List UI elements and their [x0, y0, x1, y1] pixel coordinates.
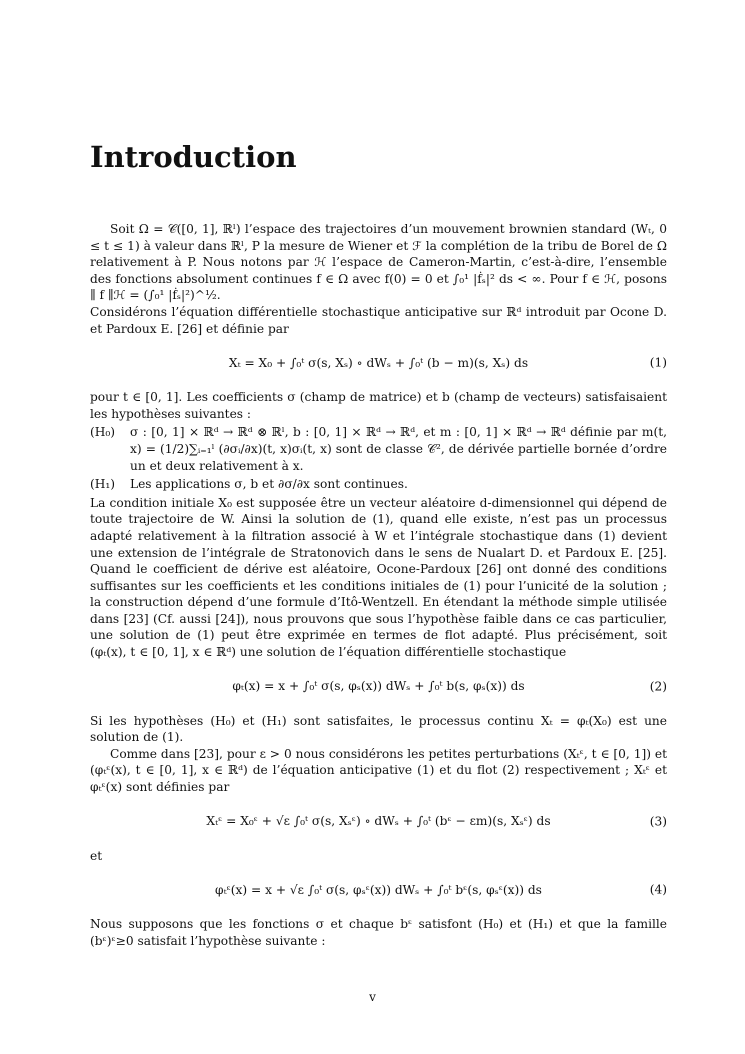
- equation-4: [90, 870, 667, 910]
- paragraph-initial-condition: La condition initiale X₀ est supposée être un vecteur aléatoire d-dimensionnel qui dépend de toute trajectoire de W. Ainsi la solution de (1), quand elle existe, n’est pas un processus adapté relativement à la filtration associé à W et l’intégrale stochastique dans (1) devient une extension de l’intégrale de Stratonovich dans le sens de Nualart D. et Pardoux E. [25]. Quand le coefficient de dérive est aléatoire, Ocone-Pardoux [26] ont donné des conditions suffisantes sur les coefficients et les conditions initiales de (1) pour l’unicité de la solution ; la construction dépend d’une formule d’Itô-Wentzell. En étendant la méthode simple utilisée dans [23] (Cf. aussi [24]), nous prouvons que sous l’hypothèse faible dans ce cas particulier, une solution de (1) peut être exprimée en termes de flot adapté. Plus précisément, soit (φₜ(x), t ∈ [0, 1], x ∈ ℝᵈ) une solution de l’équation différentielle stochastique: [90, 495, 667, 660]
- equation-2-number: (2): [649, 679, 667, 694]
- paragraph-assumption: Nous supposons que les fonctions σ et chaque bᵋ satisfont (H₀) et (H₁) et que la famille (bᵋ)ᵋ≥0 satisfait l’hypothèse suivante :: [90, 917, 667, 948]
- equation-2-body: φₜ(x) = x + ∫₀ᵗ σ(s, φₛ(x)) dWₛ + ∫₀ᵗ b(s, φₛ(x)) ds: [232, 679, 525, 694]
- body-text: [90, 221, 667, 949]
- equation-3-number: (3): [649, 814, 667, 829]
- equation-2: [90, 667, 667, 707]
- hypothesis-h0-text: σ : [0, 1] × ℝᵈ → ℝᵈ ⊗ ℝˡ, b : [0, 1] × ℝᵈ → ℝᵈ, et m : [0, 1] × ℝᵈ → ℝᵈ définie par m(t, x) = (1/2)∑ᵢ₌₁ˡ (∂σᵢ/∂x)(t, x)σᵢ(t, x) sont de classe 𝒞², de dérivée partielle bornée d’ordre un et deux relativement à x.: [130, 425, 667, 473]
- hypothesis-h0-label: (H₀): [90, 425, 116, 440]
- paragraph-hypotheses-intro: pour t ∈ [0, 1]. Les coefficients σ (champ de matrice) et b (champ de vecteurs) satisfaisaient les hypothèses suivantes :: [90, 390, 667, 421]
- equation-4-body: φₜᵋ(x) = x + √ε ∫₀ᵗ σ(s, φₛᵋ(x)) dWₛ + ∫₀ᵗ bᵋ(s, φₛᵋ(x)) ds: [215, 882, 542, 897]
- equation-3: [90, 802, 667, 842]
- paragraph-and: et: [90, 848, 103, 863]
- hypothesis-h1: [90, 476, 667, 493]
- chapter-title: Introduction: [90, 140, 297, 174]
- paragraph-consider: Considérons l’équation différentielle stochastique anticipative sur ℝᵈ introduit par Ocone D. et Pardoux E. [26] et définie par: [90, 304, 667, 336]
- hypothesis-h1-text: Les applications σ, b et ∂σ/∂x sont continues.: [130, 477, 408, 492]
- paragraph-intro: Soit Ω = 𝒞([0, 1], ℝˡ) l’espace des trajectoires d’un mouvement brownien standard (Wₜ, 0 ≤ t ≤ 1) à valeur dans ℝˡ, P la mesure de Wiener et ℱ la complétion de la tribu de Borel de Ω relativement à P. Nous notons par ℋ l’espace de Cameron-Martin, c’est-à-dire, l’ensemble des fonctions absolument continues f ∈ Ω avec f(0) = 0 et ∫₀¹ |ḟₛ|² ds < ∞. Pour f ∈ ℋ, posons ∥ f ∥ℋ = (∫₀¹ |ḟₛ|²)^½.: [90, 222, 667, 303]
- equation-1: [90, 343, 667, 383]
- hypothesis-h1-label: (H₁): [90, 477, 116, 492]
- equation-4-number: (4): [649, 882, 667, 897]
- paragraph-perturbations: Comme dans [23], pour ε > 0 nous considérons les petites perturbations (Xₜᵋ, t ∈ [0, 1]) et (φₜᵋ(x), t ∈ [0, 1], x ∈ ℝᵈ) de l’équation anticipative (1) et du flot (2) respectivement ; Xₜᵋ et φₜᵋ(x) sont définies par: [90, 746, 667, 795]
- page-number: v: [369, 990, 376, 1004]
- equation-1-number: (1): [649, 355, 667, 370]
- equation-1-body: Xₜ = X₀ + ∫₀ᵗ σ(s, Xₛ) ∘ dWₛ + ∫₀ᵗ (b − m)(s, Xₛ) ds: [228, 355, 529, 370]
- equation-3-body: Xₜᵋ = X₀ᵋ + √ε ∫₀ᵗ σ(s, Xₛᵋ) ∘ dWₛ + ∫₀ᵗ (bᵋ − εm)(s, Xₛᵋ) ds: [206, 814, 551, 829]
- hypothesis-h0: [90, 424, 667, 474]
- paragraph-solution: Si les hypothèses (H₀) et (H₁) sont satisfaites, le processus continu Xₜ = φₜ(X₀) est une solution de (1).: [90, 713, 667, 745]
